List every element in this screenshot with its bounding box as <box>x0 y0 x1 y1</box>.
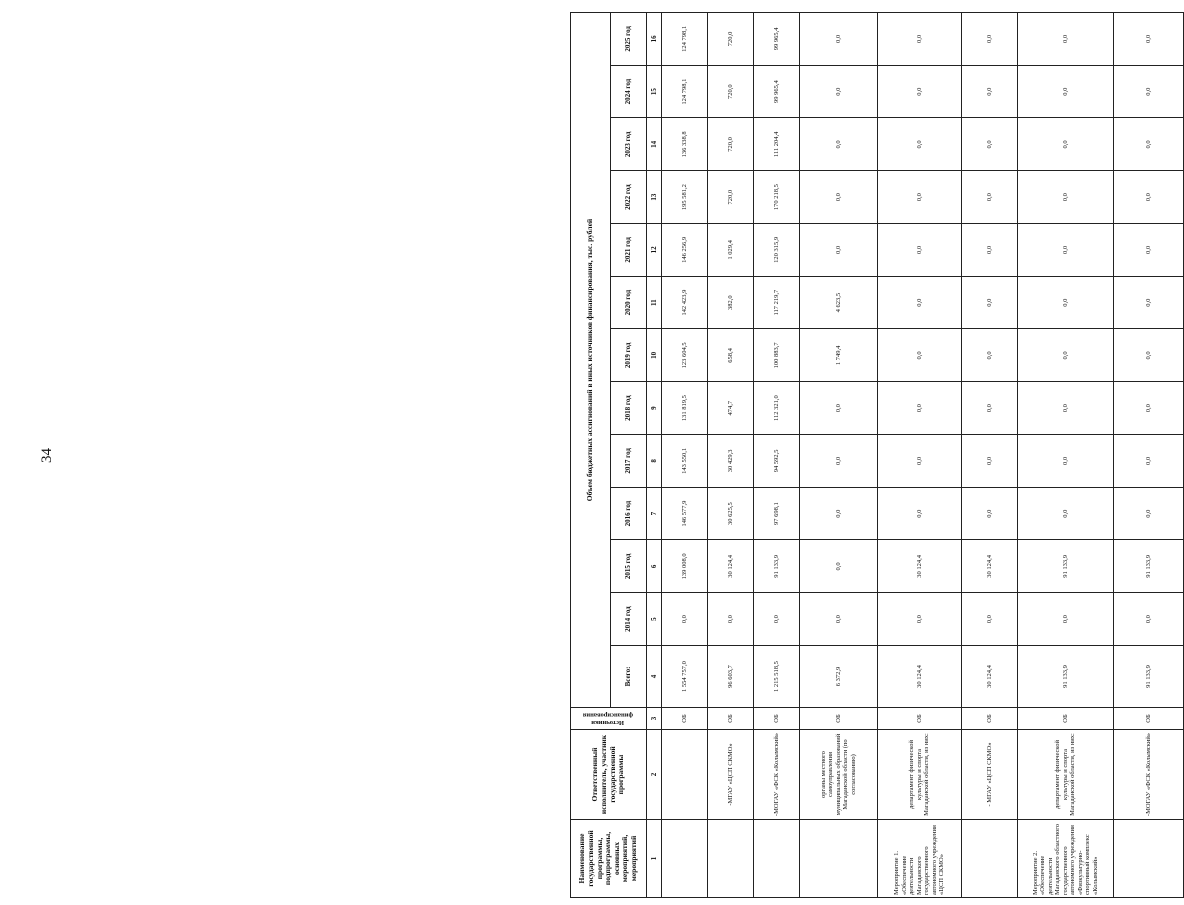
row-year-value: 124 798,1 <box>662 13 708 66</box>
column-number: 10 <box>647 329 662 382</box>
row-year-value: 0,0 <box>962 118 1018 171</box>
column-number: 9 <box>647 382 662 435</box>
row-year-value: 0,0 <box>800 171 878 224</box>
column-number: 11 <box>647 276 662 329</box>
row-year-value: 720,0 <box>708 65 754 118</box>
row-program-name <box>708 820 754 898</box>
row-year-value: 0,0 <box>1114 276 1184 329</box>
row-year-value: 0,0 <box>1018 118 1114 171</box>
row-year-value: 0,0 <box>800 65 878 118</box>
row-year-value: 91 133,9 <box>1114 540 1184 593</box>
row-year-value: 91 133,9 <box>1018 540 1114 593</box>
row-total: 91 133,9 <box>1114 646 1184 708</box>
row-executor <box>662 730 708 820</box>
row-year-value: 170 218,5 <box>754 171 800 224</box>
column-number: 2 <box>647 730 662 820</box>
row-year-value: 124 798,1 <box>662 65 708 118</box>
row-year-value: 91 133,9 <box>754 540 800 593</box>
row-year-value: 0,0 <box>1018 593 1114 646</box>
row-year-value: 0,0 <box>1114 593 1184 646</box>
row-year-value: 0,0 <box>878 487 962 540</box>
row-year-value: 0,0 <box>800 593 878 646</box>
header-executor: Ответственный исполнитель, участник государственной программы <box>571 730 647 820</box>
row-source: ОБ <box>1114 708 1184 730</box>
row-total: 6 372,9 <box>800 646 878 708</box>
funding-table-wrapper <box>570 12 1184 898</box>
row-year-value: 0,0 <box>1114 224 1184 277</box>
row-year-value: 0,0 <box>1114 118 1184 171</box>
header-year: 2025 год <box>611 13 647 66</box>
row-year-value: 0,0 <box>1018 487 1114 540</box>
row-executor: -МОГАУ «ФСК «Колымский» <box>754 730 800 820</box>
row-year-value: 30 625,5 <box>708 487 754 540</box>
row-year-value: 0,0 <box>800 435 878 488</box>
header-total: Всего: <box>611 646 647 708</box>
table-row <box>800 13 878 898</box>
row-source: ОБ <box>662 708 708 730</box>
header-year: 2021 год <box>611 224 647 277</box>
row-year-value: 0,0 <box>878 171 962 224</box>
row-source: ОБ <box>708 708 754 730</box>
row-year-value: 195 581,2 <box>662 171 708 224</box>
row-year-value: 30 124,4 <box>962 540 1018 593</box>
row-year-value: 120 315,9 <box>754 224 800 277</box>
row-year-value: 0,0 <box>1018 65 1114 118</box>
row-year-value: 131 819,5 <box>662 382 708 435</box>
table-row <box>708 13 754 898</box>
row-year-value: 100 883,7 <box>754 329 800 382</box>
row-year-value: 0,0 <box>1018 276 1114 329</box>
row-year-value: 474,7 <box>708 382 754 435</box>
row-year-value: 0,0 <box>800 118 878 171</box>
row-total: 91 133,9 <box>1018 646 1114 708</box>
row-year-value: 99 965,4 <box>754 13 800 66</box>
column-number: 13 <box>647 171 662 224</box>
column-number: 4 <box>647 646 662 708</box>
row-year-value: 94 592,5 <box>754 435 800 488</box>
row-year-value: 136 338,8 <box>662 118 708 171</box>
table-row <box>1018 13 1114 898</box>
table-row <box>878 13 962 898</box>
row-source: ОБ <box>962 708 1018 730</box>
row-total: 30 124,4 <box>962 646 1018 708</box>
header-year: 2024 год <box>611 65 647 118</box>
row-program-name <box>662 820 708 898</box>
row-year-value: 97 698,1 <box>754 487 800 540</box>
row-program-name: Мероприятие 1. «Обеспечение деятельности Магаданского государственного автономного учреждения «ЦСП СКМО» <box>878 820 962 898</box>
row-executor: -МГАУ «ЦСП СКМО» <box>708 730 754 820</box>
row-total: 30 124,4 <box>878 646 962 708</box>
row-year-value: 0,0 <box>800 487 878 540</box>
row-year-value: 658,4 <box>708 329 754 382</box>
row-program-name: Мероприятие 2. «Обеспечение деятельности Магаданского областного государственного автономного учреждения «Физкультурно-спортивный комплекс «Колымский» <box>1018 820 1114 898</box>
column-number: 8 <box>647 435 662 488</box>
row-year-value: 1 029,4 <box>708 224 754 277</box>
row-year-value: 0,0 <box>878 65 962 118</box>
header-year: 2019 год <box>611 329 647 382</box>
header-year: 2023 год <box>611 118 647 171</box>
row-program-name <box>962 820 1018 898</box>
row-year-value: 0,0 <box>878 224 962 277</box>
column-number: 5 <box>647 593 662 646</box>
row-year-value: 146 577,9 <box>662 487 708 540</box>
row-year-value: 0,0 <box>1114 487 1184 540</box>
header-year: 2022 год <box>611 171 647 224</box>
row-year-value: 0,0 <box>962 487 1018 540</box>
row-year-value: 0,0 <box>962 13 1018 66</box>
row-year-value: 0,0 <box>962 171 1018 224</box>
column-number: 15 <box>647 65 662 118</box>
row-year-value: 0,0 <box>962 382 1018 435</box>
row-year-value: 0,0 <box>1018 224 1114 277</box>
row-source: ОБ <box>800 708 878 730</box>
row-year-value: 0,0 <box>800 13 878 66</box>
header-program-name: Наименование государственной программы, подпрограммы, основных мероприятий, мероприятий <box>571 820 647 898</box>
table-row <box>662 13 708 898</box>
column-number: 14 <box>647 118 662 171</box>
row-year-value: 0,0 <box>878 118 962 171</box>
row-year-value: 30 429,3 <box>708 435 754 488</box>
row-year-value: 30 124,4 <box>708 540 754 593</box>
row-year-value: 0,0 <box>754 593 800 646</box>
row-year-value: 382,0 <box>708 276 754 329</box>
row-year-value: 720,0 <box>708 118 754 171</box>
row-year-value: 0,0 <box>962 276 1018 329</box>
row-year-value: 0,0 <box>708 593 754 646</box>
row-year-value: 0,0 <box>1114 13 1184 66</box>
row-source: ОБ <box>754 708 800 730</box>
header-source-label: Источники финансирования <box>582 711 633 726</box>
page-number: 34 <box>39 448 55 463</box>
row-year-value: 0,0 <box>962 435 1018 488</box>
row-year-value: 123 604,5 <box>662 329 708 382</box>
row-year-value: 0,0 <box>800 224 878 277</box>
row-year-value: 0,0 <box>1114 329 1184 382</box>
row-total: 96 603,7 <box>708 646 754 708</box>
row-program-name <box>800 820 878 898</box>
row-year-value: 0,0 <box>1018 435 1114 488</box>
row-year-value: 720,0 <box>708 13 754 66</box>
header-year: 2020 год <box>611 276 647 329</box>
row-executor: - МГАУ «ЦСП СКМО» <box>962 730 1018 820</box>
row-year-value: 0,0 <box>662 593 708 646</box>
funding-table <box>570 12 1184 898</box>
header-year: 2017 год <box>611 435 647 488</box>
row-source: ОБ <box>878 708 962 730</box>
row-year-value: 0,0 <box>1018 13 1114 66</box>
header-year: 2014 год <box>611 593 647 646</box>
row-program-name <box>754 820 800 898</box>
row-year-value: 0,0 <box>1114 65 1184 118</box>
row-year-value: 0,0 <box>1114 435 1184 488</box>
row-year-value: 0,0 <box>878 13 962 66</box>
row-year-value: 143 550,1 <box>662 435 708 488</box>
row-year-value: 0,0 <box>878 276 962 329</box>
row-year-value: 4 623,5 <box>800 276 878 329</box>
row-executor: органы местного самоуправления муниципальных образований Магаданской области (по согласованию) <box>800 730 878 820</box>
row-total: 1 215 518,5 <box>754 646 800 708</box>
row-year-value: 0,0 <box>1114 382 1184 435</box>
row-year-value: 117 219,7 <box>754 276 800 329</box>
row-year-value: 720,0 <box>708 171 754 224</box>
column-number: 6 <box>647 540 662 593</box>
row-year-value: 0,0 <box>962 65 1018 118</box>
row-executor: департамент физической культуры и спорта Магаданской области, из них: <box>1018 730 1114 820</box>
row-total: 1 554 757,0 <box>662 646 708 708</box>
column-number: 12 <box>647 224 662 277</box>
row-year-value: 0,0 <box>962 224 1018 277</box>
row-executor: -МОГАУ «ФСК «Колымский» <box>1114 730 1184 820</box>
row-year-value: 0,0 <box>878 329 962 382</box>
header-year: 2018 год <box>611 382 647 435</box>
row-year-value: 0,0 <box>962 593 1018 646</box>
row-year-value: 146 256,9 <box>662 224 708 277</box>
row-year-value: 0,0 <box>1018 329 1114 382</box>
row-year-value: 0,0 <box>1114 171 1184 224</box>
table-row <box>962 13 1018 898</box>
header-funding-title: Объем бюджетных ассигнований в иных источников финансирования, тыс. рублей <box>571 13 611 708</box>
column-number: 16 <box>647 13 662 66</box>
row-year-value: 111 204,4 <box>754 118 800 171</box>
rotated-sheet <box>570 2 1150 902</box>
row-year-value: 0,0 <box>800 382 878 435</box>
row-year-value: 0,0 <box>878 435 962 488</box>
table-row <box>1114 13 1184 898</box>
row-year-value: 1 749,4 <box>800 329 878 382</box>
column-number: 1 <box>647 820 662 898</box>
table-row <box>754 13 800 898</box>
row-year-value: 0,0 <box>1018 171 1114 224</box>
row-year-value: 112 321,0 <box>754 382 800 435</box>
header-year: 2016 год <box>611 487 647 540</box>
row-source: ОБ <box>1018 708 1114 730</box>
row-year-value: 0,0 <box>878 382 962 435</box>
row-year-value: 99 965,4 <box>754 65 800 118</box>
header-year: 2015 год <box>611 540 647 593</box>
row-year-value: 0,0 <box>800 540 878 593</box>
row-year-value: 0,0 <box>1018 382 1114 435</box>
column-number: 7 <box>647 487 662 540</box>
row-year-value: 139 008,0 <box>662 540 708 593</box>
row-year-value: 0,0 <box>878 593 962 646</box>
column-number: 3 <box>647 708 662 730</box>
row-year-value: 142 423,9 <box>662 276 708 329</box>
row-program-name <box>1114 820 1184 898</box>
header-source <box>571 708 647 730</box>
row-year-value: 0,0 <box>962 329 1018 382</box>
row-year-value: 30 124,4 <box>878 540 962 593</box>
row-executor: департамент физической культуры и спорта Магаданской области, из них: <box>878 730 962 820</box>
